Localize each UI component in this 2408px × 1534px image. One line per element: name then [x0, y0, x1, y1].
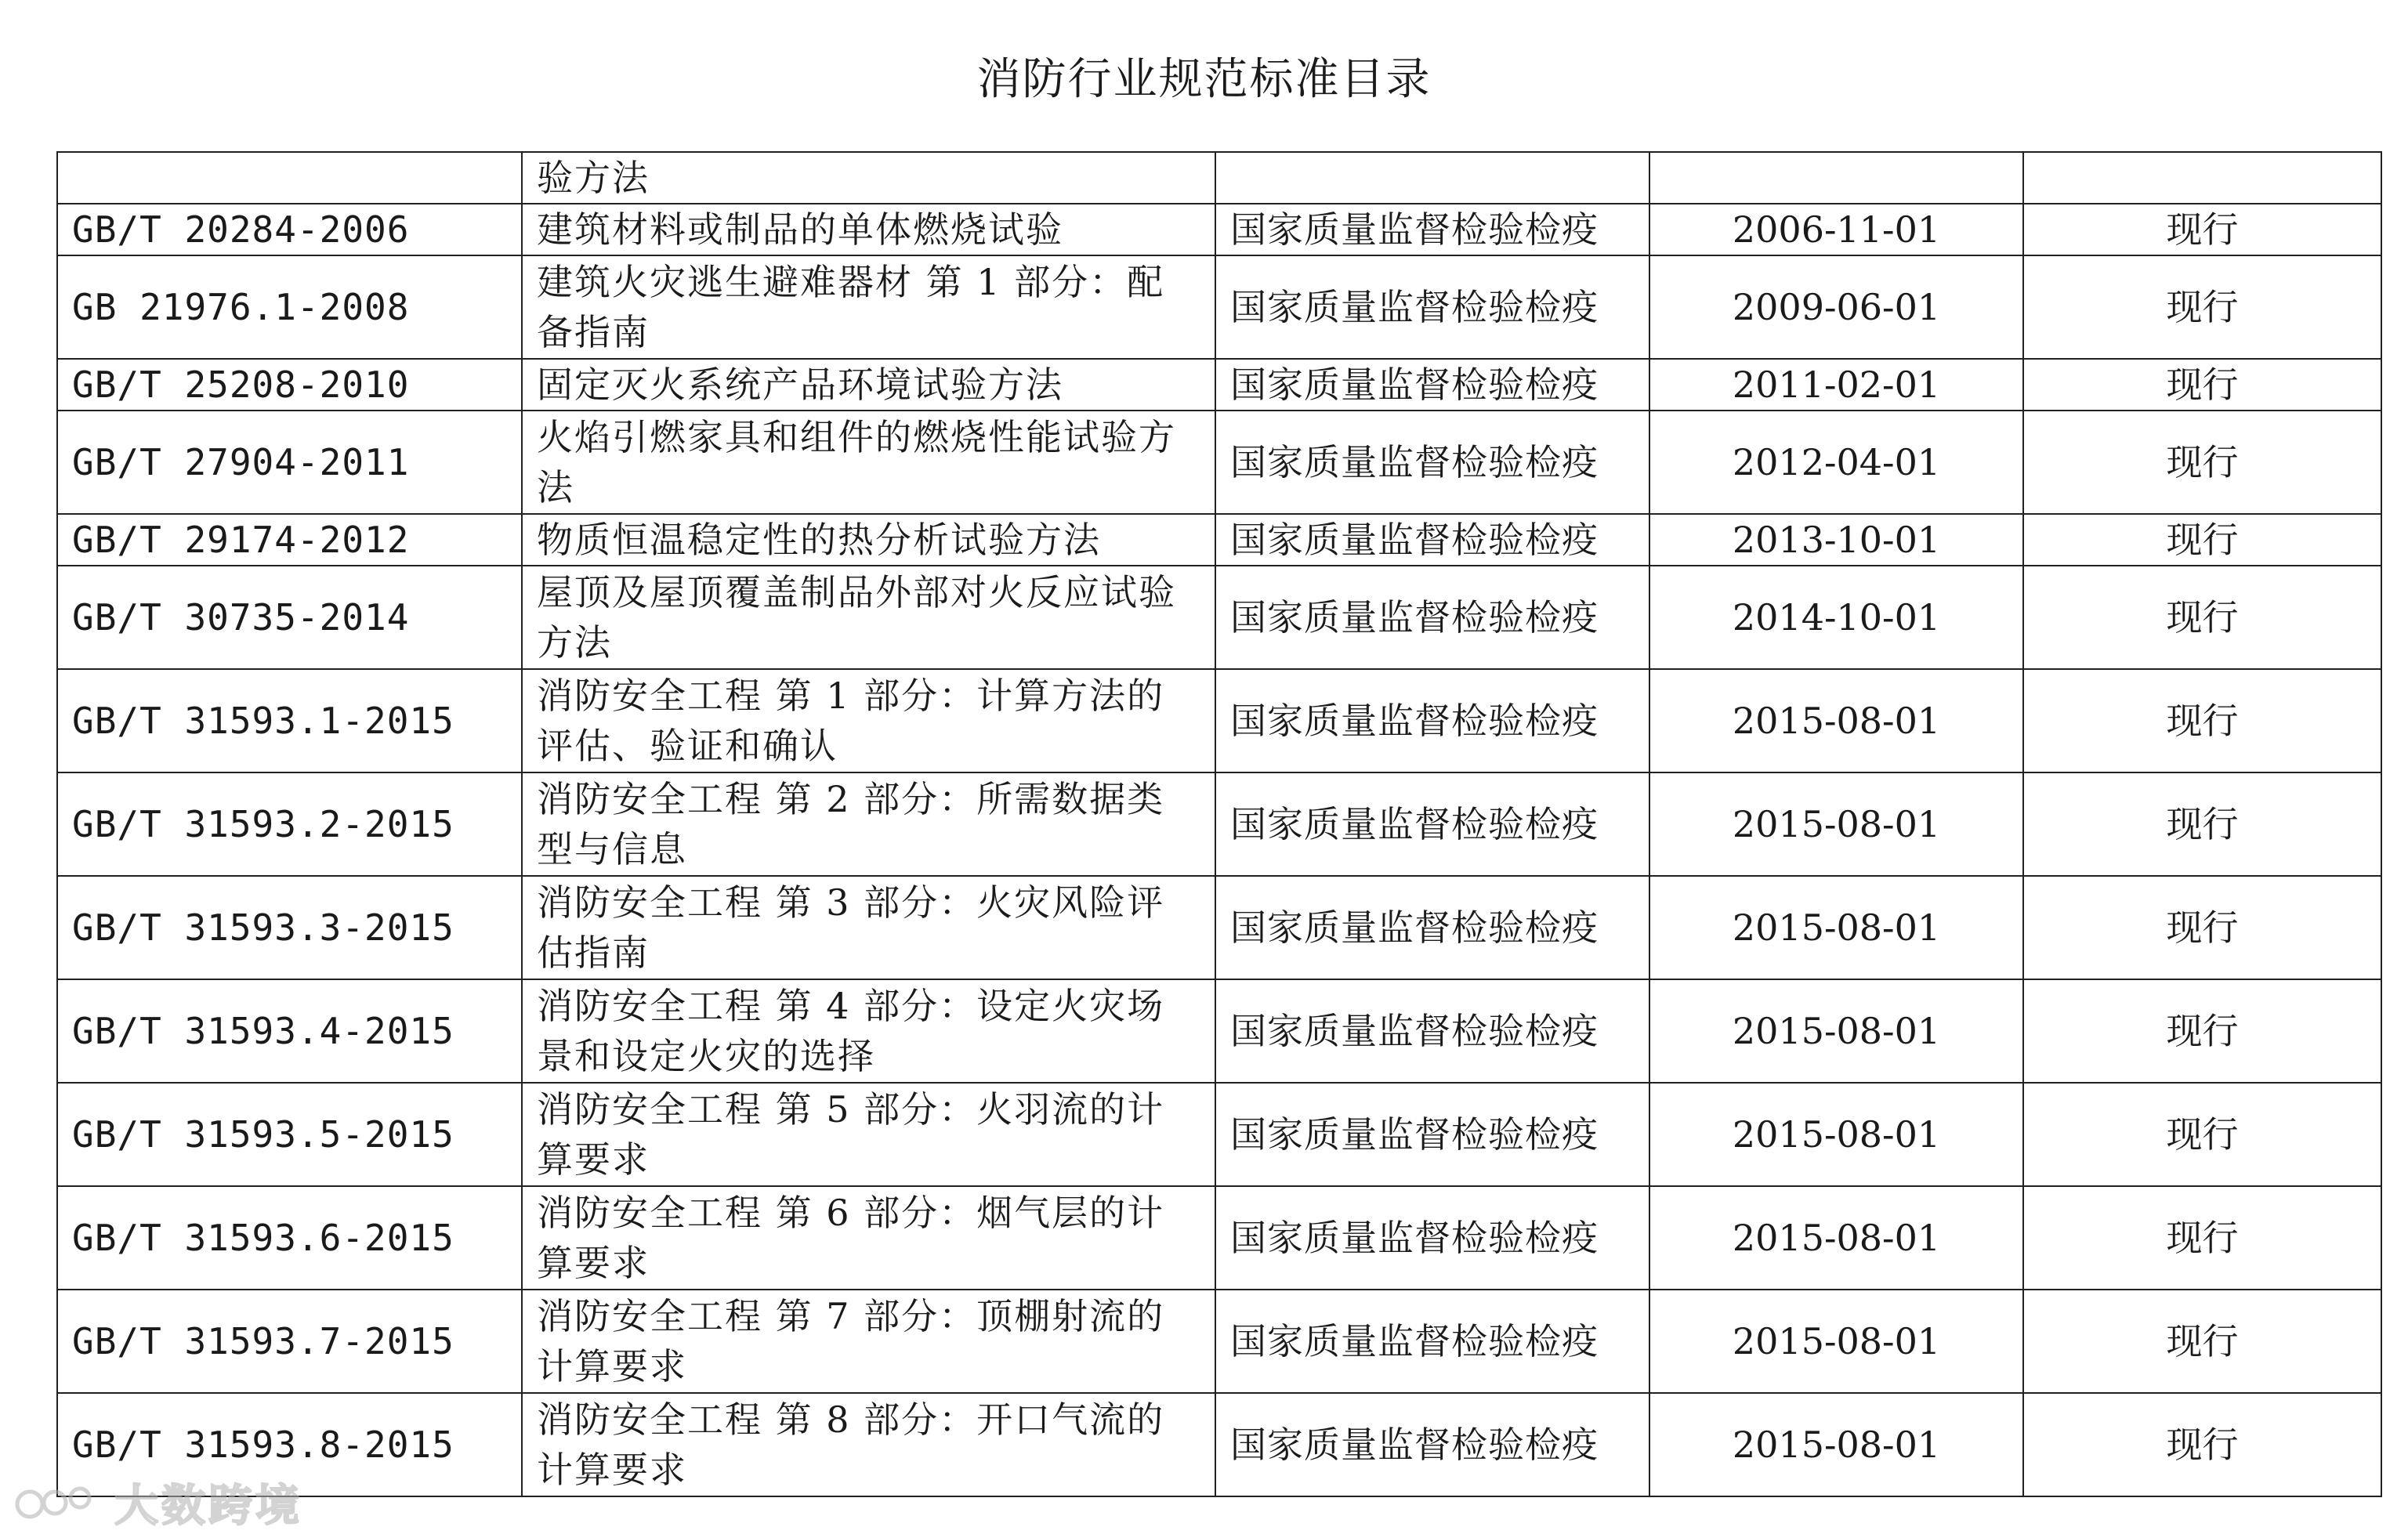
- dept-cell: 国家质量监督检验检疫: [1215, 204, 1649, 255]
- status-cell: 现行: [2023, 255, 2381, 359]
- dept-cell: 国家质量监督检验检疫: [1215, 979, 1649, 1083]
- dept-cell: 国家质量监督检验检疫: [1215, 876, 1649, 979]
- table-row: [57, 1290, 2381, 1393]
- date-cell: 2015-08-01: [1649, 979, 2023, 1083]
- code-cell: GB/T 29174-2012: [57, 514, 522, 566]
- name-cell: 消防安全工程 第 7 部分：顶棚射流的计算要求: [522, 1290, 1215, 1393]
- dept-cell: 国家质量监督检验检疫: [1215, 1290, 1649, 1393]
- table-row: [57, 411, 2381, 514]
- watermark-text: 大数跨境: [114, 1481, 302, 1532]
- date-cell: 2006-11-01: [1649, 204, 2023, 255]
- watermark: [14, 1471, 302, 1534]
- table-row: [57, 204, 2381, 255]
- date-cell: [1649, 152, 2023, 204]
- code-cell: GB/T 31593.4-2015: [57, 979, 522, 1083]
- code-cell: GB/T 30735-2014: [57, 566, 522, 669]
- table-row: [57, 1186, 2381, 1290]
- name-cell: 消防安全工程 第 1 部分：计算方法的评估、验证和确认: [522, 669, 1215, 772]
- table-row: [57, 669, 2381, 772]
- table-row: [57, 979, 2381, 1083]
- dept-cell: 国家质量监督检验检疫: [1215, 514, 1649, 566]
- status-cell: 现行: [2023, 566, 2381, 669]
- status-cell: 现行: [2023, 1393, 2381, 1496]
- name-cell: 火焰引燃家具和组件的燃烧性能试验方法: [522, 411, 1215, 514]
- dept-cell: 国家质量监督检验检疫: [1215, 1083, 1649, 1186]
- code-cell: GB/T 31593.5-2015: [57, 1083, 522, 1186]
- name-cell: 消防安全工程 第 2 部分：所需数据类型与信息: [522, 772, 1215, 876]
- name-cell: 消防安全工程 第 8 部分：开口气流的计算要求: [522, 1393, 1215, 1496]
- date-cell: 2012-04-01: [1649, 411, 2023, 514]
- date-cell: 2013-10-01: [1649, 514, 2023, 566]
- status-cell: 现行: [2023, 1186, 2381, 1290]
- name-cell: 屋顶及屋顶覆盖制品外部对火反应试验方法: [522, 566, 1215, 669]
- status-cell: 现行: [2023, 359, 2381, 411]
- dept-cell: 国家质量监督检验检疫: [1215, 411, 1649, 514]
- table-row: [57, 359, 2381, 411]
- date-cell: 2015-08-01: [1649, 1186, 2023, 1290]
- status-cell: [2023, 152, 2381, 204]
- date-cell: 2015-08-01: [1649, 1083, 2023, 1186]
- name-cell: 消防安全工程 第 3 部分：火灾风险评估指南: [522, 876, 1215, 979]
- name-cell: 消防安全工程 第 6 部分：烟气层的计算要求: [522, 1186, 1215, 1290]
- date-cell: 2015-08-01: [1649, 772, 2023, 876]
- dept-cell: 国家质量监督检验检疫: [1215, 359, 1649, 411]
- code-cell: GB/T 27904-2011: [57, 411, 522, 514]
- table-row: [57, 514, 2381, 566]
- date-cell: 2015-08-01: [1649, 669, 2023, 772]
- standards-table-body: [57, 152, 2381, 1496]
- date-cell: 2014-10-01: [1649, 566, 2023, 669]
- code-cell: GB 21976.1-2008: [57, 255, 522, 359]
- standards-table: [56, 151, 2382, 1497]
- status-cell: 现行: [2023, 204, 2381, 255]
- code-cell: GB/T 31593.2-2015: [57, 772, 522, 876]
- dept-cell: 国家质量监督检验检疫: [1215, 772, 1649, 876]
- date-cell: 2015-08-01: [1649, 876, 2023, 979]
- table-row: [57, 255, 2381, 359]
- code-cell: GB/T 25208-2010: [57, 359, 522, 411]
- date-cell: 2009-06-01: [1649, 255, 2023, 359]
- page-title: 消防行业规范标准目录: [976, 54, 1432, 105]
- dept-cell: 国家质量监督检验检疫: [1215, 1393, 1649, 1496]
- date-cell: 2015-08-01: [1649, 1290, 2023, 1393]
- table-row: [57, 772, 2381, 876]
- dept-cell: 国家质量监督检验检疫: [1215, 566, 1649, 669]
- table-row: [57, 876, 2381, 979]
- dept-cell: 国家质量监督检验检疫: [1215, 255, 1649, 359]
- dept-cell: 国家质量监督检验检疫: [1215, 669, 1649, 772]
- date-cell: 2015-08-01: [1649, 1393, 2023, 1496]
- name-cell: 建筑火灾逃生避难器材 第 1 部分：配备指南: [522, 255, 1215, 359]
- brand-logo-icon: [14, 1479, 100, 1526]
- name-cell: 消防安全工程 第 4 部分：设定火灾场景和设定火灾的选择: [522, 979, 1215, 1083]
- date-cell: 2011-02-01: [1649, 359, 2023, 411]
- name-cell: 建筑材料或制品的单体燃烧试验: [522, 204, 1215, 255]
- code-cell: [57, 152, 522, 204]
- code-cell: GB/T 31593.8-2015: [57, 1393, 522, 1496]
- dept-cell: [1215, 152, 1649, 204]
- table-row: [57, 566, 2381, 669]
- name-cell: 消防安全工程 第 5 部分：火羽流的计算要求: [522, 1083, 1215, 1186]
- status-cell: 现行: [2023, 979, 2381, 1083]
- table-row-continuation: [57, 152, 2381, 204]
- status-cell: 现行: [2023, 1083, 2381, 1186]
- status-cell: 现行: [2023, 514, 2381, 566]
- dept-cell: 国家质量监督检验检疫: [1215, 1186, 1649, 1290]
- status-cell: 现行: [2023, 669, 2381, 772]
- status-cell: 现行: [2023, 1290, 2381, 1393]
- code-cell: GB/T 31593.1-2015: [57, 669, 522, 772]
- status-cell: 现行: [2023, 772, 2381, 876]
- status-cell: 现行: [2023, 876, 2381, 979]
- table-row: [57, 1393, 2381, 1496]
- code-cell: GB/T 31593.3-2015: [57, 876, 522, 979]
- name-cell: 固定灭火系统产品环境试验方法: [522, 359, 1215, 411]
- status-cell: 现行: [2023, 411, 2381, 514]
- code-cell: GB/T 31593.7-2015: [57, 1290, 522, 1393]
- name-cell: 物质恒温稳定性的热分析试验方法: [522, 514, 1215, 566]
- table-row: [57, 1083, 2381, 1186]
- code-cell: GB/T 20284-2006: [57, 204, 522, 255]
- name-cell: 验方法: [522, 152, 1215, 204]
- code-cell: GB/T 31593.6-2015: [57, 1186, 522, 1290]
